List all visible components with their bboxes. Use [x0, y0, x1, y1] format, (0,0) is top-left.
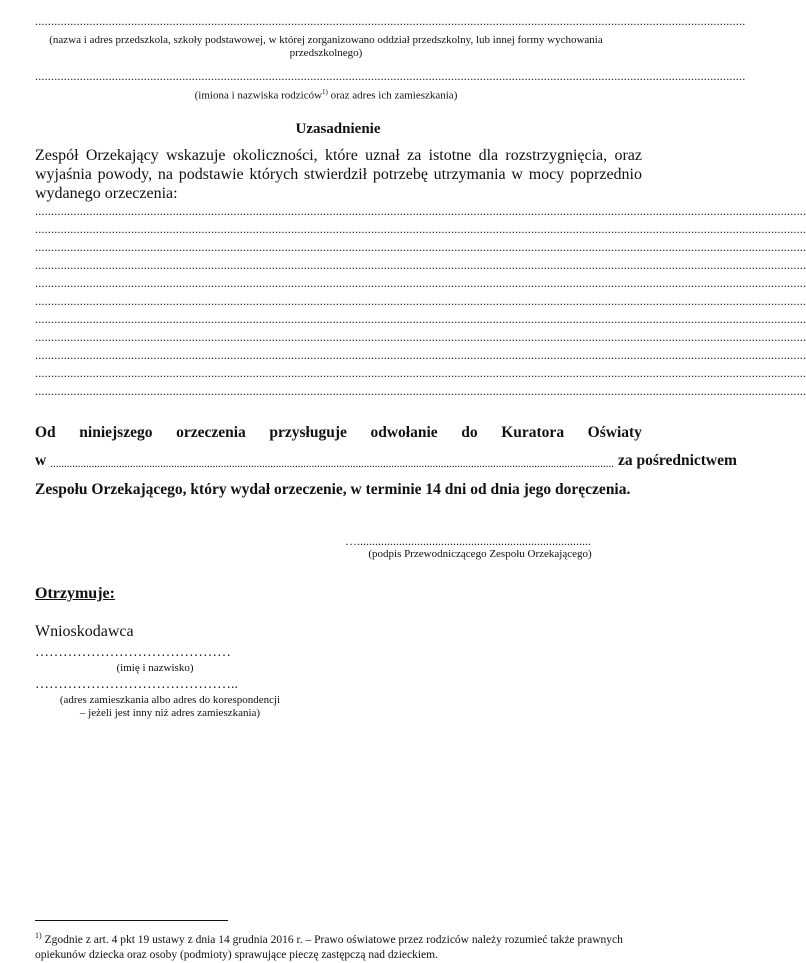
justification-line[interactable]: .................................................................................................................................................................................................................................................	[35, 222, 806, 236]
justification-line[interactable]: .................................................................................................................................................................................................................................................	[35, 240, 806, 254]
footnote-rule	[35, 920, 228, 921]
school-dotted-line[interactable]: ..............................................................................................................................................................................................................................	[35, 14, 746, 28]
justification-line[interactable]: .................................................................................................................................................................................................................................................	[35, 204, 806, 218]
school-caption: (nazwa i adres przedszkola, szkoły podstawowej, w której zorganizowano oddział przedszkolny, lub innej formy wychowania przedszkolnego)	[49, 34, 603, 59]
footnote-marker: 1)	[35, 931, 42, 940]
appeal-line-2: w ............................................................................................................................................................................................................. za pośrednictwem	[35, 452, 737, 470]
parents-dotted-line[interactable]: ..............................................................................................................................................................................................................................	[35, 69, 746, 83]
parents-caption: (imiona i nazwiska rodziców$^{1)}$ oraz adres ich zamieszkania)	[194, 88, 458, 102]
appeal-line-3: Zespołu Orzekającego, który wydał orzeczenie, w terminie 14 dni od dnia jego doręczenia.	[35, 481, 631, 498]
justification-line[interactable]: .................................................................................................................................................................................................................................................	[35, 312, 806, 326]
address-caption-line-1: (adres zamieszkania albo adres do korespondencji	[59, 694, 281, 706]
signature-caption: (podpis Przewodniczącego Zespołu Orzekającego)	[368, 548, 592, 560]
applicant-name-field[interactable]: ……………………………………	[35, 645, 231, 660]
applicant-address-field[interactable]: ……………………………………..	[35, 677, 238, 692]
justification-line[interactable]: .................................................................................................................................................................................................................................................	[35, 258, 806, 272]
justification-line[interactable]: .................................................................................................................................................................................................................................................	[35, 276, 806, 290]
justification-line[interactable]: .................................................................................................................................................................................................................................................	[35, 384, 806, 398]
curator-location-field[interactable]: .............................................................................................................................................................................................................	[50, 458, 614, 470]
recipients-heading: Otrzymuje:	[35, 585, 115, 602]
justification-paragraph: Zespół Orzekający wskazuje okoliczności, które uznał za istotne dla rozstrzygnięcia, oraz wyjaśnia powody, na podstawie których stwierdził potrzebę utrzymania w mocy poprzednio wydanego orzeczenia:	[35, 147, 642, 202]
section-title: Uzasadnienie	[295, 121, 381, 137]
name-caption: (imię i nazwisko)	[116, 662, 194, 674]
justification-line[interactable]: .................................................................................................................................................................................................................................................	[35, 330, 806, 344]
justification-line[interactable]: .................................................................................................................................................................................................................................................	[35, 348, 806, 362]
justification-line[interactable]: .................................................................................................................................................................................................................................................	[35, 366, 806, 380]
footnote-text: Zgodnie z art. 4 pkt 19 ustawy z dnia 14 grudnia 2016 r. – Prawo oświatowe przez rodziców należy rozumieć także prawnych opiekunów dziecka oraz osoby (podmioty) sprawujące pieczę zastępczą nad dzieckiem.	[35, 933, 623, 961]
appeal-line-1: Od niniejszego orzeczenia przysługuje odwołanie do Kuratora Oświaty	[35, 424, 642, 441]
footnote	[35, 928, 642, 963]
address-caption-line-2: – jeżeli jest inny niż adres zamieszkania)	[79, 707, 261, 719]
applicant-label: Wnioskodawca	[35, 623, 134, 640]
signature-dotted-line[interactable]: …..............................................................................	[345, 534, 591, 548]
justification-line[interactable]: .................................................................................................................................................................................................................................................	[35, 294, 806, 308]
